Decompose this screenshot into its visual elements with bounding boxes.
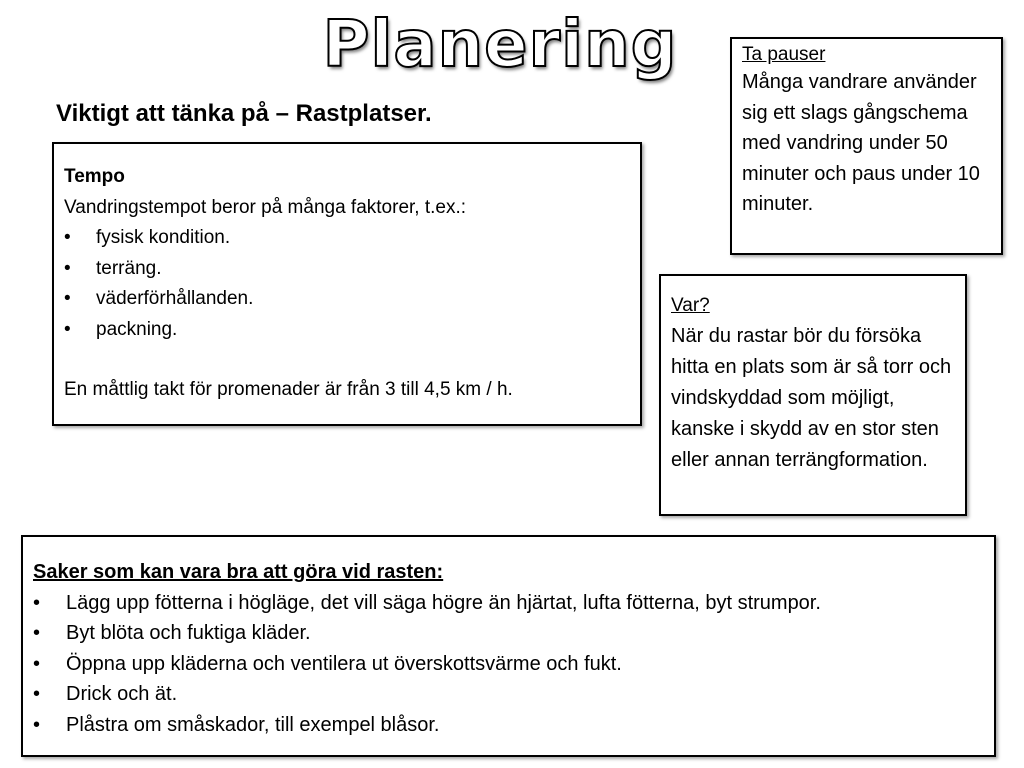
list-item: • Öppna upp kläderna och ventilera ut överskottsvärme och fukt. <box>33 649 984 680</box>
pauser-box <box>730 37 1003 255</box>
var-text: När du rastar bör du försöka hitta en plats som är så torr och vindskyddad som möjligt, kanske i skydd av en stor sten eller annan terrängformation. <box>671 325 952 471</box>
list-item: • Drick och ät. <box>33 679 984 710</box>
list-item: • väderförhållanden. <box>64 284 630 315</box>
saker-heading: Saker som kan vara bra att göra vid rasten: <box>33 561 444 583</box>
subtitle: Viktigt att tänka på – Rastplatser. <box>56 100 432 127</box>
spacer <box>64 345 630 375</box>
list-item: • terräng. <box>64 254 630 285</box>
list-item: • Plåstra om småskador, till exempel blåsor. <box>33 710 984 741</box>
tempo-footer: En måttlig takt för promenader är från 3 till 4,5 km / h. <box>64 379 513 400</box>
list-item: • Lägg upp fötterna i högläge, det vill säga högre än hjärtat, lufta fötterna, byt strumpor. <box>33 588 984 619</box>
var-heading: Var? <box>671 295 710 316</box>
pauser-text: Många vandrare använder sig ett slags gångschema med vandring under 50 minuter och paus under 10 minuter. <box>742 71 980 215</box>
var-box <box>659 274 967 516</box>
pauser-heading: Ta pauser <box>742 44 826 65</box>
tempo-intro: Vandringstempot beror på många faktorer, t.ex.: <box>64 196 467 218</box>
saker-box <box>21 535 996 757</box>
list-item: • Byt blöta och fuktiga kläder. <box>33 618 984 649</box>
page-title: Planering <box>322 8 678 82</box>
saker-list <box>33 588 984 741</box>
tempo-heading: Tempo <box>64 166 125 187</box>
tempo-list <box>64 223 630 345</box>
list-item: • fysisk kondition. <box>64 223 630 254</box>
list-item: • packning. <box>64 315 630 346</box>
tempo-box <box>52 142 642 426</box>
